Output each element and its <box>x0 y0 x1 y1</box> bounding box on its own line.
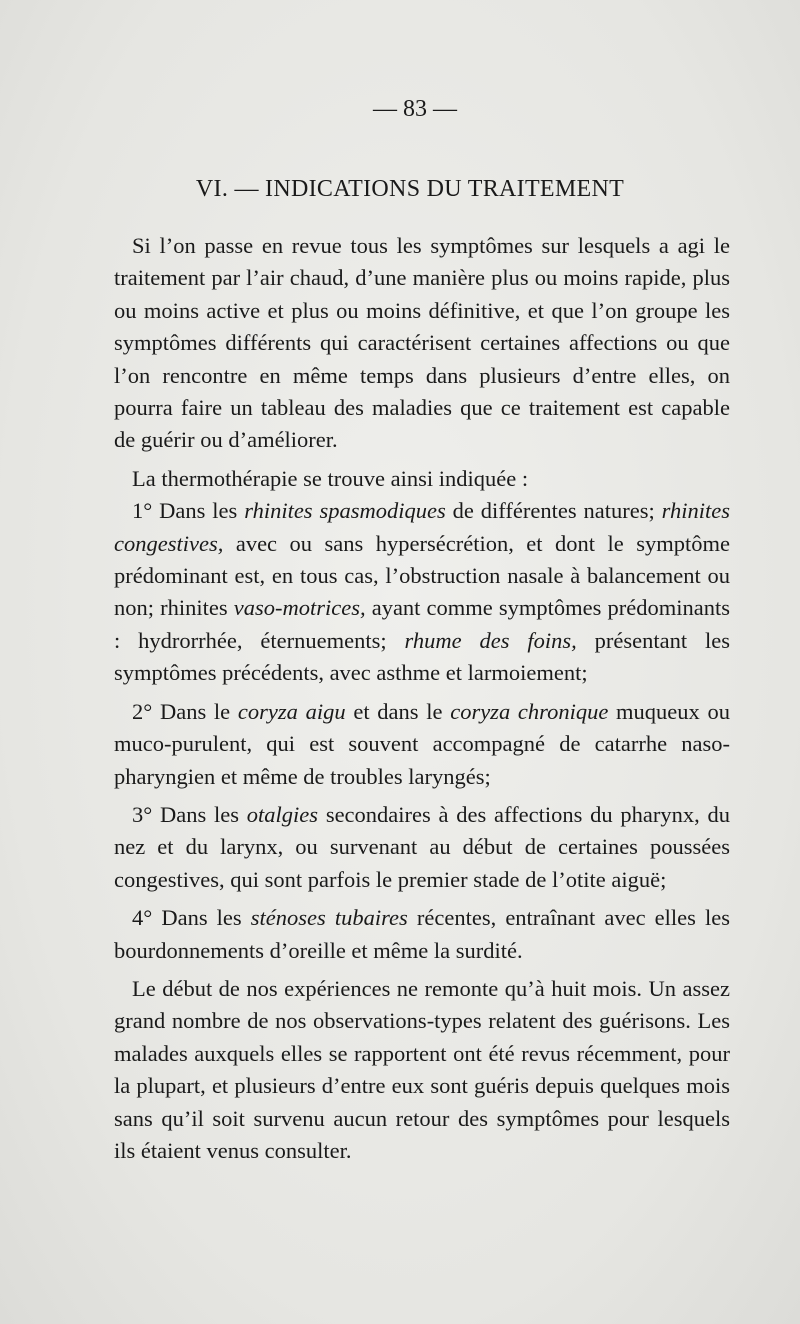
item-1-text: ayant comme symptômes prédominants : hydrorrhée, éternuements; <box>114 595 730 653</box>
item-3-term: otalgies <box>246 801 319 827</box>
item-1-term: rhume des foins, <box>404 627 577 653</box>
item-4-text: récentes, entraînant avec elles les bourdonnements d’oreille et même la surdité. <box>114 905 730 963</box>
item-3-text: 3° Dans les <box>132 801 247 827</box>
indication-item-3 <box>114 799 730 896</box>
item-1-text: 1° Dans les <box>132 498 245 524</box>
page-number: — 83 — <box>373 96 457 122</box>
paragraph-conclusion: Le début de nos expériences ne remonte qu’à huit mois. Un assez grand nombre de nos observations-types relatent des guérisons. Les malades auxquels elles se rapportent ont été revus récemment, pour la plupart, et plusieurs d’entre eux sont guéris depuis quelques mois sans qu’il soit survenu aucun retour des symptômes pour lesquels ils étaient venus consulter. <box>114 975 730 1163</box>
item-1-text: présentant les symptômes précédents, avec asthme et larmoiement; <box>114 627 730 686</box>
indication-item-1 <box>114 495 730 689</box>
item-1-text: de différentes natures; <box>445 498 662 524</box>
body-text <box>114 230 730 1167</box>
item-2-text: 2° Dans le <box>132 698 238 724</box>
item-1-text: avec ou sans hypersécrétion, et dont le symptôme prédominant est, en tous cas, l’obstruction nasale à balancement ou non; rhinites <box>114 530 730 621</box>
paragraph-intro: Si l’on passe en revue tous les symptômes sur lesquels a agi le traitement par l’air chaud, d’une manière plus ou moins rapide, plus ou moins active et plus ou moins définitive, et que l’on groupe les symptômes différents qui caractérisent certaines affections ou que l’on rencontre en même temps dans plusieurs d’entre elles, on pourra faire un tableau des maladies que ce traitement est capable de guérir ou d’améliorer. <box>114 233 730 453</box>
indication-item-4 <box>114 902 730 967</box>
item-1-term: rhinites congestives, <box>114 498 730 556</box>
indication-item-2 <box>114 696 730 793</box>
item-4-term: sténoses tubaires <box>250 905 408 931</box>
item-3-text: secondaires à des affections du pharynx, du nez et du larynx, ou survenant au début de certaines poussées congestives, qui sont parfois le premier stade de l’otite aiguë; <box>114 801 731 892</box>
paragraph-indications: La thermothérapie se trouve ainsi indiquée : <box>132 465 529 491</box>
item-4-text: 4° Dans les <box>132 905 251 931</box>
item-1-term: rhinites spasmodiques <box>244 498 446 524</box>
item-2-term: coryza aigu <box>237 698 346 724</box>
item-2-text: muqueux ou muco-purulent, qui est souvent accompagné de catarrhe naso-pharyngien et même de troubles laryngés; <box>114 698 730 789</box>
chapter-title: VI. — INDICATIONS DU TRAITEMENT <box>195 176 625 202</box>
item-1-term: vaso-motrices, <box>233 595 366 621</box>
item-2-text: et dans le <box>345 698 451 724</box>
item-2-term: coryza chronique <box>450 698 609 724</box>
